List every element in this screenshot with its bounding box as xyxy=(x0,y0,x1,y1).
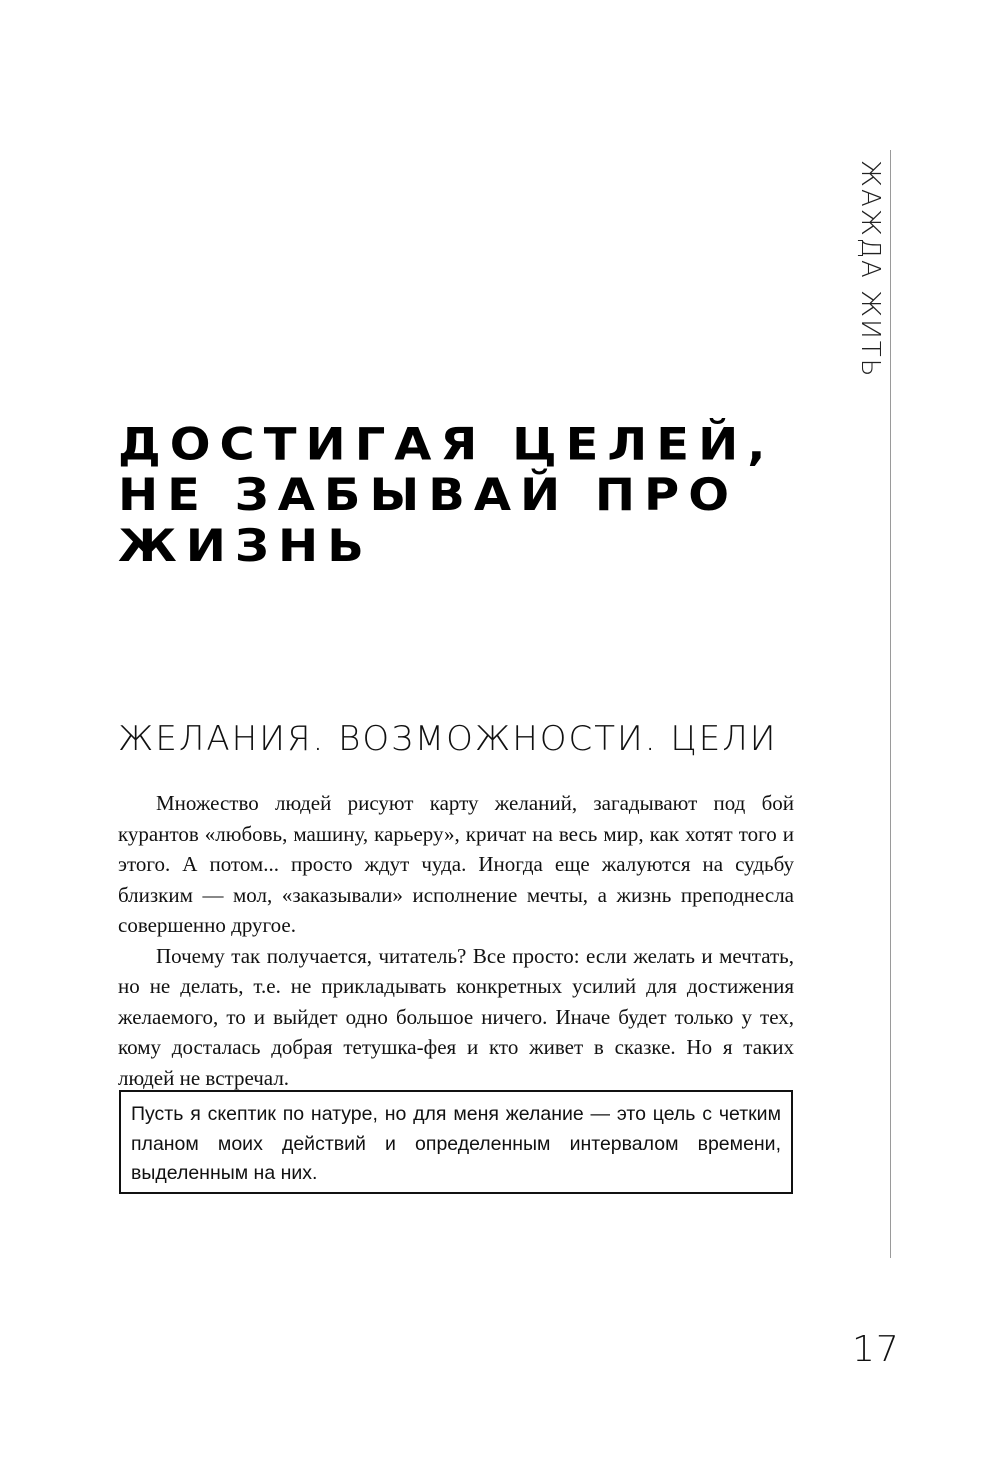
page-number: 17 xyxy=(852,1329,900,1370)
running-title: ЖАЖДА ЖИТЬ xyxy=(855,160,885,379)
chapter-title: ДОСТИГАЯ ЦЕЛЕЙ, НЕ ЗАБЫВАЙ ПРО ЖИЗНЬ xyxy=(118,419,775,572)
paragraph: Множество людей рисуют карту желаний, загадывают под бой курантов «любовь, машину, карьеру», кричат на весь мир, как хотят того и этого. А потом... просто ждут чуда. Иногда еще жалуются на судьбу близким — мол, «заказывали» исполнение мечты, а жизнь преподнесла совершенно другое. xyxy=(118,791,794,937)
body-text xyxy=(118,788,794,1093)
callout-box: Пусть я скептик по натуре, но для меня желание — это цель с четким планом моих действий и определенным интервалом времени, выделенным на них. xyxy=(119,1090,793,1194)
section-heading: ЖЕЛАНИЯ. ВОЗМОЖНОСТИ. ЦЕЛИ xyxy=(118,719,778,759)
side-rule xyxy=(890,150,891,1258)
paragraph: Почему так получается, читатель? Все просто: если желать и мечтать, но не делать, т.е. не прикладывать конкретных усилий для достижения желаемого, то и выйдет одно большое ничего. Иначе будет только у тех, кому досталась добрая тетушка-фея и кто живет в сказке. Но я таких людей не встречал. xyxy=(118,943,794,1090)
